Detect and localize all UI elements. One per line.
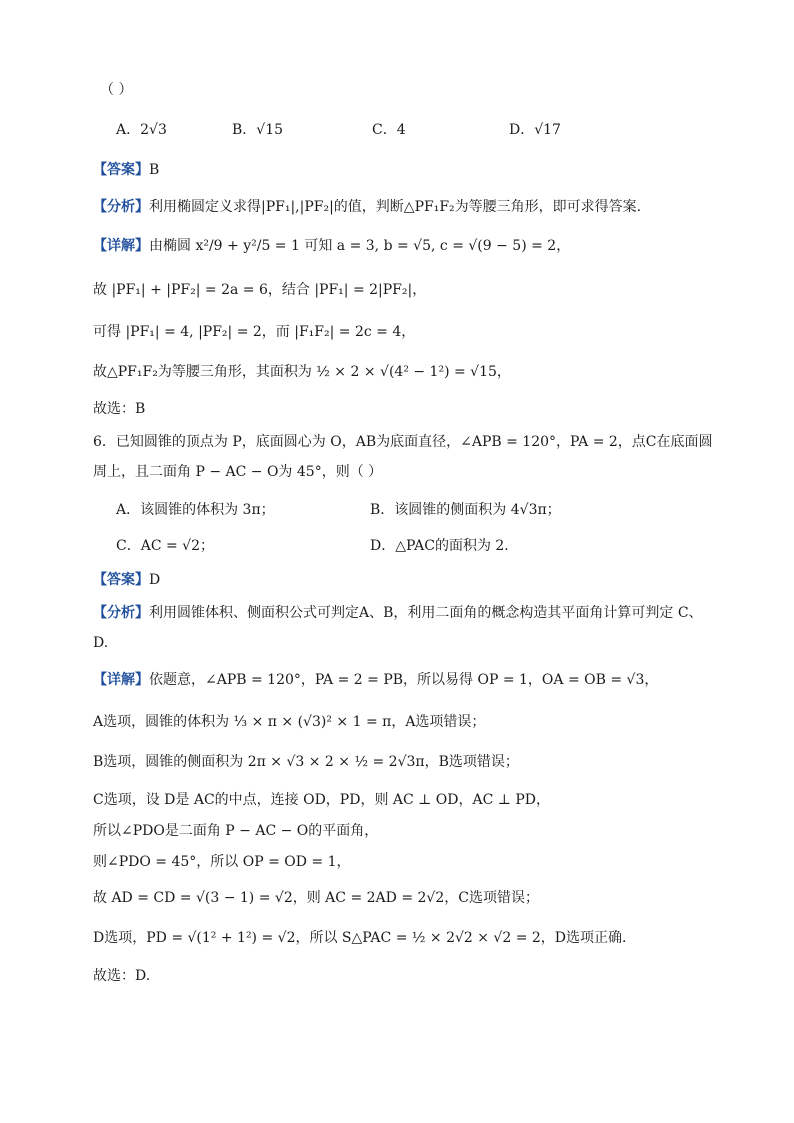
detail-tag: 【详解】 [93, 672, 149, 688]
detail-text: 依题意，∠APB = 120°，PA = 2 = PB，所以易得 OP = 1，OA = OB = √3， [149, 672, 659, 688]
q5-detail-line-2: 故 |PF₁| + |PF₂| = 2a = 6，结合 |PF₁| = 2|PF₂|， [93, 282, 427, 298]
q5-detail-line-3: 可得 |PF₁| = 4, |PF₂| = 2，而 |F₁F₂| = 2c = 4， [93, 324, 416, 340]
q6-detail-line-5: 所以∠PDO是二面角 P − AC − O的平面角， [93, 823, 379, 839]
q6-analysis-line-1 [93, 603, 703, 623]
q6-option-b: B．该圆锥的侧面积为 4√3π； [370, 502, 561, 518]
answer-tag: 【答案】 [93, 162, 149, 178]
q6-detail-line-3: B选项，圆锥的侧面积为 2π × √3 × 2 × ½ = 2√3π，B选项错误； [93, 754, 519, 770]
q6-detail-line-6: 则∠PDO = 45°，所以 OP = OD = 1， [93, 854, 351, 870]
q5-option-d: D．√17 [509, 122, 561, 138]
analysis-text: 利用椭圆定义求得|PF₁|,|PF₂|的值，判断△PF₁F₂为等腰三角形，即可求得答案. [149, 199, 642, 215]
detail-tag: 【详解】 [93, 238, 149, 254]
q6-option-d: D．△PAC的面积为 2. [370, 538, 509, 554]
detail-text: 由椭圆 x²/9 + y²/5 = 1 可知 a = 3, b = √5, c = √(9 − 5) = 2， [149, 238, 571, 254]
q6-detail-line-4: C选项，设 D是 AC的中点，连接 OD，PD，则 AC ⊥ OD，AC ⊥ PD， [93, 792, 551, 808]
q6-detail-line-7: 故 AD = CD = √(3 − 1) = √2，则 AC = 2AD = 2√2，C选项错误； [93, 890, 539, 906]
q5-detail-line-1 [93, 236, 570, 256]
q6-answer [93, 570, 160, 590]
q6-detail-line-1 [93, 670, 658, 690]
q5-detail-line-5: 故选：B [93, 401, 146, 417]
q6-stem-line-2: 周上，且二面角 P − AC − O为 45°，则（ ） [93, 464, 383, 480]
analysis-tag: 【分析】 [93, 199, 149, 215]
answer-value: B [149, 162, 160, 178]
q5-analysis [93, 197, 641, 217]
question-paren: （ ） [100, 82, 133, 98]
q6-detail-line-2: A选项，圆锥的体积为 ⅓ × π × (√3)² × 1 = π，A选项错误； [93, 714, 486, 730]
analysis-tag: 【分析】 [93, 605, 149, 621]
q5-option-b: B．√15 [232, 122, 284, 138]
q6-option-c: C．AC = √2； [116, 538, 214, 554]
q6-option-a: A．该圆锥的体积为 3π； [116, 502, 275, 518]
q6-detail-line-8: D选项，PD = √(1² + 1²) = √2，所以 S△PAC = ½ × 2√2 × √2 = 2，D选项正确. [93, 930, 627, 946]
q6-analysis-line-2: D. [93, 635, 109, 651]
answer-tag: 【答案】 [93, 572, 149, 588]
q6-stem-line-1: 6．已知圆锥的顶点为 P，底面圆心为 O，AB为底面直径，∠APB = 120°，PA = 2，点C在底面圆 [93, 434, 713, 450]
q5-option-a: A．2√3 [116, 122, 167, 138]
q5-detail-line-4: 故△PF₁F₂为等腰三角形，其面积为 ½ × 2 × √(4² − 1²) = √15， [93, 364, 511, 380]
analysis-text: 利用圆锥体积、侧面积公式可判定A、B，利用二面角的概念构造其平面角计算可判定 C、 [149, 605, 703, 621]
q5-answer [93, 160, 159, 180]
answer-value: D [149, 572, 161, 588]
q6-detail-line-9: 故选：D. [93, 968, 151, 984]
q5-option-c: C．4 [372, 122, 406, 138]
q5-options [116, 120, 561, 140]
